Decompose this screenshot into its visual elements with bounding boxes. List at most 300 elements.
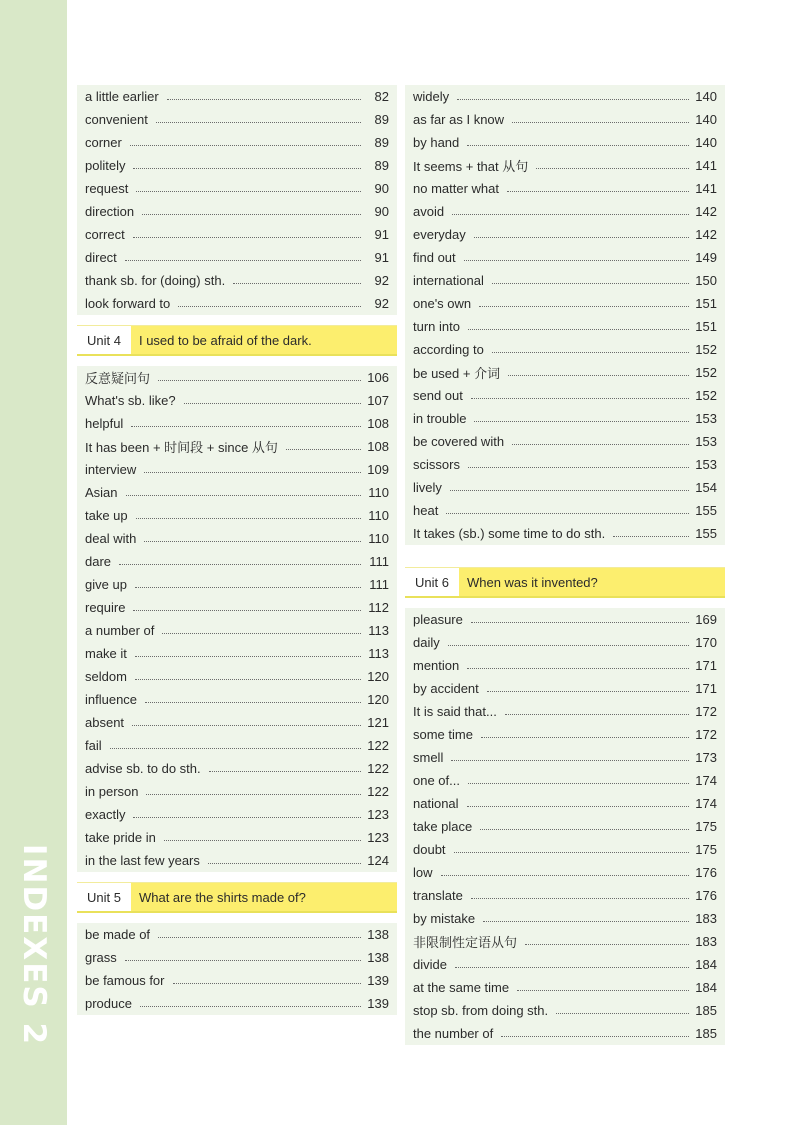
entry-page-number: 142 bbox=[695, 204, 717, 219]
entry-term: one's own bbox=[413, 296, 472, 311]
dot-leader bbox=[471, 897, 689, 899]
entry-page-number: 149 bbox=[695, 250, 717, 265]
index-entry bbox=[77, 200, 397, 223]
index-entry bbox=[405, 361, 725, 384]
entry-page-number: 121 bbox=[367, 715, 389, 730]
dot-leader bbox=[209, 770, 361, 772]
entry-block bbox=[77, 923, 397, 1015]
dot-leader bbox=[178, 305, 361, 307]
dot-leader bbox=[110, 747, 361, 749]
entry-term: take place bbox=[413, 819, 473, 834]
entry-page-number: 152 bbox=[695, 388, 717, 403]
dot-leader bbox=[133, 816, 361, 818]
entry-term: heat bbox=[413, 503, 439, 518]
entry-term: find out bbox=[413, 250, 456, 265]
entry-page-number: 183 bbox=[695, 934, 717, 949]
entry-page-number: 107 bbox=[367, 393, 389, 408]
dot-leader bbox=[492, 282, 689, 284]
dot-leader bbox=[468, 782, 689, 784]
entry-term: require bbox=[85, 600, 126, 615]
index-entry bbox=[77, 269, 397, 292]
entry-page-number: 92 bbox=[374, 296, 389, 311]
entry-term: translate bbox=[413, 888, 463, 903]
dot-leader bbox=[467, 144, 689, 146]
index-entry bbox=[405, 930, 725, 953]
dot-leader bbox=[142, 213, 361, 215]
dot-leader bbox=[145, 701, 361, 703]
entry-page-number: 171 bbox=[695, 658, 717, 673]
entry-page-number: 110 bbox=[368, 531, 389, 546]
entry-page-number: 112 bbox=[368, 600, 389, 615]
dot-leader bbox=[464, 259, 689, 261]
index-entry bbox=[405, 108, 725, 131]
entry-page-number: 91 bbox=[374, 250, 389, 265]
dot-leader bbox=[173, 982, 362, 984]
dot-leader bbox=[474, 236, 689, 238]
side-label: INDEXES 2 bbox=[16, 843, 52, 1047]
dot-leader bbox=[133, 236, 361, 238]
dot-leader bbox=[512, 121, 689, 123]
entry-term: produce bbox=[85, 996, 132, 1011]
index-entry bbox=[77, 481, 397, 504]
index-entry bbox=[405, 246, 725, 269]
entry-term: It takes (sb.) some time to do sth. bbox=[413, 526, 606, 541]
entry-term: advise sb. to do sth. bbox=[85, 761, 201, 776]
entry-term: doubt bbox=[413, 842, 446, 857]
entry-term: a little earlier bbox=[85, 89, 159, 104]
entry-page-number: 142 bbox=[695, 227, 717, 242]
right-column bbox=[405, 85, 725, 1045]
entry-term: as far as I know bbox=[413, 112, 505, 127]
dot-leader bbox=[507, 190, 689, 192]
dot-leader bbox=[451, 759, 689, 761]
dot-leader bbox=[136, 190, 361, 192]
dot-leader bbox=[517, 989, 689, 991]
entry-term: lively bbox=[413, 480, 442, 495]
entry-page-number: 113 bbox=[368, 646, 389, 661]
index-entry bbox=[77, 596, 397, 619]
dot-leader bbox=[468, 466, 689, 468]
entry-page-number: 89 bbox=[374, 158, 389, 173]
index-entry bbox=[77, 412, 397, 435]
dot-leader bbox=[452, 213, 689, 215]
dot-leader bbox=[144, 540, 361, 542]
index-entry bbox=[77, 223, 397, 246]
index-entry bbox=[77, 688, 397, 711]
entry-page-number: 153 bbox=[695, 411, 717, 426]
entry-term: some time bbox=[413, 727, 473, 742]
entry-page-number: 108 bbox=[367, 439, 389, 454]
index-entry bbox=[77, 642, 397, 665]
entry-page-number: 140 bbox=[695, 135, 717, 150]
index-entry bbox=[77, 573, 397, 596]
entry-block bbox=[77, 366, 397, 872]
entry-page-number: 150 bbox=[695, 273, 717, 288]
left-column bbox=[77, 85, 397, 1015]
dot-leader bbox=[468, 328, 689, 330]
dot-leader bbox=[467, 667, 689, 669]
index-entry bbox=[405, 861, 725, 884]
dot-leader bbox=[487, 690, 689, 692]
entry-page-number: 106 bbox=[367, 370, 389, 385]
dot-leader bbox=[505, 713, 689, 715]
dot-leader bbox=[130, 144, 361, 146]
entry-term: influence bbox=[85, 692, 138, 707]
entry-page-number: 138 bbox=[367, 927, 389, 942]
entry-term: no matter what bbox=[413, 181, 499, 196]
entry-term: avoid bbox=[413, 204, 445, 219]
index-entry bbox=[77, 826, 397, 849]
unit-label: Unit 6 bbox=[405, 568, 459, 596]
entry-page-number: 152 bbox=[695, 342, 717, 357]
dot-leader bbox=[286, 448, 361, 450]
index-entry bbox=[405, 453, 725, 476]
entry-term: by accident bbox=[413, 681, 479, 696]
dot-leader bbox=[135, 678, 361, 680]
entry-term: divide bbox=[413, 957, 447, 972]
entry-page-number: 155 bbox=[695, 526, 717, 541]
dot-leader bbox=[441, 874, 689, 876]
entry-page-number: 90 bbox=[374, 204, 389, 219]
entry-term: 反意疑问句 bbox=[85, 371, 151, 386]
entry-page-number: 170 bbox=[695, 635, 717, 650]
entry-term: politely bbox=[85, 158, 126, 173]
index-entry bbox=[77, 550, 397, 573]
index-entry bbox=[77, 458, 397, 481]
dot-leader bbox=[208, 862, 361, 864]
dot-leader bbox=[125, 959, 361, 961]
index-entry bbox=[405, 1022, 725, 1045]
entry-term: It has been + 时间段 + since 从句 bbox=[85, 440, 278, 455]
entry-page-number: 176 bbox=[695, 865, 717, 880]
dot-leader bbox=[450, 489, 689, 491]
entry-term: take up bbox=[85, 508, 128, 523]
dot-leader bbox=[474, 420, 689, 422]
dot-leader bbox=[483, 920, 689, 922]
entry-term: request bbox=[85, 181, 129, 196]
dot-leader bbox=[164, 839, 361, 841]
index-entry bbox=[405, 792, 725, 815]
index-entry bbox=[77, 504, 397, 527]
index-entry bbox=[77, 780, 397, 803]
index-entry bbox=[405, 430, 725, 453]
dot-leader bbox=[136, 517, 361, 519]
index-entry bbox=[77, 366, 397, 389]
index-entry bbox=[77, 292, 397, 315]
dot-leader bbox=[132, 724, 361, 726]
entry-term: national bbox=[413, 796, 459, 811]
entry-term: in the last few years bbox=[85, 853, 200, 868]
dot-leader bbox=[156, 121, 361, 123]
entry-page-number: 111 bbox=[369, 554, 389, 569]
entry-term: by mistake bbox=[413, 911, 476, 926]
dot-leader bbox=[133, 609, 361, 611]
index-entry bbox=[405, 407, 725, 430]
entry-page-number: 184 bbox=[695, 980, 717, 995]
entry-page-number: 151 bbox=[695, 296, 717, 311]
entry-term: exactly bbox=[85, 807, 126, 822]
index-entry bbox=[77, 246, 397, 269]
entry-page-number: 151 bbox=[695, 319, 717, 334]
index-entry bbox=[405, 292, 725, 315]
index-entry bbox=[405, 838, 725, 861]
dot-leader bbox=[454, 851, 689, 853]
entry-page-number: 152 bbox=[695, 365, 717, 380]
index-entry bbox=[77, 946, 397, 969]
dot-leader bbox=[481, 736, 689, 738]
dot-leader bbox=[455, 966, 689, 968]
entry-block bbox=[77, 85, 397, 315]
index-entry bbox=[77, 711, 397, 734]
index-entry bbox=[77, 734, 397, 757]
entry-page-number: 172 bbox=[695, 704, 717, 719]
index-entry bbox=[77, 177, 397, 200]
index-entry bbox=[405, 769, 725, 792]
entry-page-number: 153 bbox=[695, 457, 717, 472]
index-entry bbox=[405, 815, 725, 838]
index-entry bbox=[77, 757, 397, 780]
entry-page-number: 141 bbox=[695, 181, 717, 196]
index-entry bbox=[405, 338, 725, 361]
entry-term: scissors bbox=[413, 457, 460, 472]
entry-term: stop sb. from doing sth. bbox=[413, 1003, 549, 1018]
dot-leader bbox=[501, 1035, 689, 1037]
dot-leader bbox=[480, 828, 689, 830]
entry-page-number: 174 bbox=[695, 773, 717, 788]
entry-term: make it bbox=[85, 646, 127, 661]
dot-leader bbox=[479, 305, 689, 307]
entry-term: direct bbox=[85, 250, 117, 265]
unit-label: Unit 5 bbox=[77, 883, 131, 911]
entry-term: daily bbox=[413, 635, 440, 650]
index-entry bbox=[405, 953, 725, 976]
dot-leader bbox=[233, 282, 361, 284]
entry-term: interview bbox=[85, 462, 137, 477]
entry-term: one of... bbox=[413, 773, 460, 788]
side-band bbox=[0, 0, 67, 1125]
unit-title: What are the shirts made of? bbox=[131, 883, 397, 911]
dot-leader bbox=[556, 1012, 689, 1014]
entry-term: dare bbox=[85, 554, 112, 569]
entry-term: direction bbox=[85, 204, 135, 219]
entry-page-number: 123 bbox=[367, 830, 389, 845]
entry-page-number: 120 bbox=[367, 692, 389, 707]
index-entry bbox=[405, 723, 725, 746]
entry-term: Asian bbox=[85, 485, 118, 500]
index-entry bbox=[77, 85, 397, 108]
index-entry bbox=[405, 907, 725, 930]
entry-term: give up bbox=[85, 577, 127, 592]
entry-page-number: 109 bbox=[367, 462, 389, 477]
entry-term: seldom bbox=[85, 669, 127, 684]
index-entry bbox=[77, 923, 397, 946]
entry-term: everyday bbox=[413, 227, 466, 242]
entry-term: deal with bbox=[85, 531, 137, 546]
entry-page-number: 154 bbox=[695, 480, 717, 495]
entry-page-number: 139 bbox=[367, 996, 389, 1011]
index-entry bbox=[405, 677, 725, 700]
entry-term: a number of bbox=[85, 623, 155, 638]
entry-page-number: 140 bbox=[695, 112, 717, 127]
index-entry bbox=[77, 108, 397, 131]
entry-term: look forward to bbox=[85, 296, 171, 311]
index-entry bbox=[405, 654, 725, 677]
entry-term: fail bbox=[85, 738, 102, 753]
unit-5-header bbox=[77, 882, 397, 913]
entry-page-number: 173 bbox=[695, 750, 717, 765]
entry-block bbox=[405, 608, 725, 1045]
entry-page-number: 123 bbox=[367, 807, 389, 822]
index-entry bbox=[405, 608, 725, 631]
entry-page-number: 176 bbox=[695, 888, 717, 903]
entry-term: turn into bbox=[413, 319, 460, 334]
entry-term: be covered with bbox=[413, 434, 505, 449]
entry-term: It is said that... bbox=[413, 704, 497, 719]
unit-title: I used to be afraid of the dark. bbox=[131, 326, 397, 354]
entry-page-number: 89 bbox=[374, 135, 389, 150]
dot-leader bbox=[146, 793, 361, 795]
dot-leader bbox=[508, 374, 689, 376]
entry-term: send out bbox=[413, 388, 463, 403]
dot-leader bbox=[135, 586, 361, 588]
entry-term: pleasure bbox=[413, 612, 463, 627]
entry-term: smell bbox=[413, 750, 444, 765]
unit-6-header bbox=[405, 567, 725, 598]
index-entry bbox=[405, 522, 725, 545]
entry-term: according to bbox=[413, 342, 484, 357]
entry-page-number: 120 bbox=[367, 669, 389, 684]
entry-term: helpful bbox=[85, 416, 124, 431]
index-entry bbox=[77, 435, 397, 458]
index-entry bbox=[77, 849, 397, 872]
dot-leader bbox=[446, 512, 689, 514]
entry-term: corner bbox=[85, 135, 122, 150]
index-entry bbox=[405, 384, 725, 407]
index-entry bbox=[405, 154, 725, 177]
entry-page-number: 108 bbox=[367, 416, 389, 431]
entry-page-number: 140 bbox=[695, 89, 717, 104]
index-entry bbox=[77, 803, 397, 826]
entry-page-number: 185 bbox=[695, 1003, 717, 1018]
unit-label: Unit 4 bbox=[77, 326, 131, 354]
entry-page-number: 155 bbox=[695, 503, 717, 518]
entry-page-number: 110 bbox=[368, 508, 389, 523]
dot-leader bbox=[525, 943, 689, 945]
dot-leader bbox=[133, 167, 361, 169]
dot-leader bbox=[162, 632, 361, 634]
dot-leader bbox=[471, 621, 689, 623]
index-entry bbox=[405, 200, 725, 223]
entry-page-number: 90 bbox=[374, 181, 389, 196]
entry-page-number: 110 bbox=[368, 485, 389, 500]
entry-term: What's sb. like? bbox=[85, 393, 176, 408]
dot-leader bbox=[613, 535, 689, 537]
index-entry bbox=[405, 976, 725, 999]
dot-leader bbox=[126, 494, 361, 496]
index-entry bbox=[405, 269, 725, 292]
entry-term: absent bbox=[85, 715, 125, 730]
dot-leader bbox=[167, 98, 361, 100]
entry-page-number: 122 bbox=[367, 738, 389, 753]
index-entry bbox=[405, 315, 725, 338]
entry-term: be used + 介词 bbox=[413, 366, 501, 381]
index-entry bbox=[77, 131, 397, 154]
entry-page-number: 139 bbox=[367, 973, 389, 988]
entry-term: the number of bbox=[413, 1026, 494, 1041]
entry-term: correct bbox=[85, 227, 125, 242]
index-entry bbox=[77, 619, 397, 642]
dot-leader bbox=[492, 351, 689, 353]
dot-leader bbox=[536, 167, 689, 169]
entry-term: take pride in bbox=[85, 830, 156, 845]
entry-term: convenient bbox=[85, 112, 148, 127]
index-entry bbox=[77, 665, 397, 688]
entry-page-number: 92 bbox=[374, 273, 389, 288]
entry-page-number: 89 bbox=[374, 112, 389, 127]
entry-page-number: 113 bbox=[368, 623, 389, 638]
index-entry bbox=[405, 999, 725, 1022]
entry-page-number: 175 bbox=[695, 819, 717, 834]
dot-leader bbox=[467, 805, 689, 807]
dot-leader bbox=[448, 644, 689, 646]
entry-term: low bbox=[413, 865, 433, 880]
entry-page-number: 111 bbox=[369, 577, 389, 592]
index-entry bbox=[405, 223, 725, 246]
entry-term: international bbox=[413, 273, 484, 288]
dot-leader bbox=[125, 259, 361, 261]
entry-page-number: 82 bbox=[374, 89, 389, 104]
entry-term: widely bbox=[413, 89, 450, 104]
entry-page-number: 122 bbox=[367, 761, 389, 776]
index-entry bbox=[405, 85, 725, 108]
entry-page-number: 91 bbox=[374, 227, 389, 242]
entry-page-number: 171 bbox=[695, 681, 717, 696]
entry-page-number: 174 bbox=[695, 796, 717, 811]
entry-page-number: 124 bbox=[367, 853, 389, 868]
dot-leader bbox=[140, 1005, 361, 1007]
index-entry bbox=[77, 992, 397, 1015]
entry-term: thank sb. for (doing) sth. bbox=[85, 273, 226, 288]
entry-page-number: 122 bbox=[367, 784, 389, 799]
index-entry bbox=[405, 746, 725, 769]
entry-page-number: 141 bbox=[695, 158, 717, 173]
entry-block bbox=[405, 85, 725, 545]
index-entry bbox=[405, 499, 725, 522]
entry-term: in person bbox=[85, 784, 139, 799]
unit-4-header bbox=[77, 325, 397, 356]
entry-term: 非限制性定语从句 bbox=[413, 935, 518, 950]
index-entry bbox=[77, 527, 397, 550]
dot-leader bbox=[158, 379, 361, 381]
index-entry bbox=[405, 177, 725, 200]
index-entry bbox=[405, 884, 725, 907]
dot-leader bbox=[471, 397, 689, 399]
entry-term: It seems + that 从句 bbox=[413, 159, 529, 174]
dot-leader bbox=[119, 563, 361, 565]
entry-term: be made of bbox=[85, 927, 151, 942]
unit-title: When was it invented? bbox=[459, 568, 725, 596]
entry-page-number: 172 bbox=[695, 727, 717, 742]
dot-leader bbox=[144, 471, 361, 473]
index-entry bbox=[77, 389, 397, 412]
entry-term: by hand bbox=[413, 135, 460, 150]
entry-term: at the same time bbox=[413, 980, 510, 995]
dot-leader bbox=[158, 936, 361, 938]
index-entry bbox=[77, 969, 397, 992]
index-entry bbox=[405, 631, 725, 654]
index-entry bbox=[77, 154, 397, 177]
index-entry bbox=[405, 476, 725, 499]
